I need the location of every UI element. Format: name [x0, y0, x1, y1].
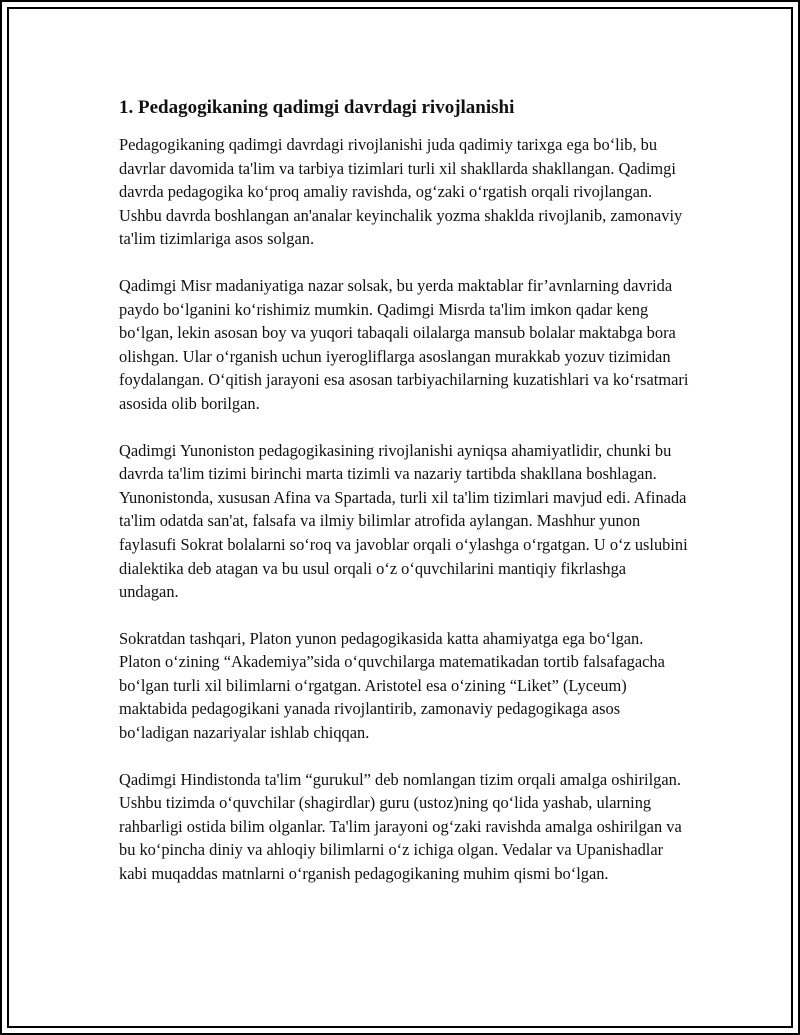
section-heading: 1. Pedagogikaning qadimgi davrdagi rivojlanishi: [119, 97, 515, 118]
paragraph: Qadimgi Yunoniston pedagogikasining rivojlanishi ayniqsa ahamiyatlidir, chunki bu davrda ta'lim tizimi birinchi marta tizimli va nazariy tartibda shakllana boshlagan. Yunonistonda, xususan Afina va Spartada, turli xil ta'lim tizimlari mavjud edi. Afinada ta'lim odatda san'at, falsafa va ilmiy bilimlar atrofida aylangan. Mashhur yunon faylasufi Sokrat bolalarni so‘roq va javoblar orqali o‘ylashga o‘rgatgan. U o‘z uslubini dialektika deb atagan va bu usul orqali o‘z o‘quvchilarini mantiqiy fikrlashga undagan.: [119, 440, 688, 602]
paragraph: Qadimgi Misr madaniyatiga nazar solsak, bu yerda maktablar fir’avnlarning davrida paydo bo‘lganini ko‘rishimiz mumkin. Qadimgi Misrda ta'lim imkon qadar keng bo‘lgan, lekin asosan boy va yuqori tabaqali oilalarga mansub bolalar maktabga bora olishgan. Ular o‘rganish uchun iyerogliflarga asoslangan murakkab yozuv tizimidan foydalangan. O‘qitish jarayoni esa asosan tarbiyachilarning kuzatishlari va ko‘rsatmari asosida olib borilgan.: [119, 275, 689, 413]
document-body: [119, 95, 689, 909]
paragraph: Qadimgi Hindistonda ta'lim “gurukul” deb nomlangan tizim orqali amalga oshirilgan. Ushbu tizimda o‘quvchilar (shagirdlar) guru (ustoz)ning qo‘lida yashab, ularning rahbarligi ostida bilim olganlar. Ta'lim jarayoni og‘zaki ravishda amalga oshirilgan va bu ko‘pincha diniy va ahloqiy bilimlarni o‘z ichiga olgan. Vedalar va Upanishadlar kabi muqaddas matnlarni o‘rganish pedagogikaning muhim qismi bo‘lgan.: [119, 769, 682, 884]
paragraph: Pedagogikaning qadimgi davrdagi rivojlanishi juda qadimiy tarixga ega bo‘lib, bu davrlar davomida ta'lim va tarbiya tizimlari turli xil shakllarda shakllangan. Qadimgi davrda pedagogika ko‘proq amaliy ravishda, og‘zaki o‘rgatish orqali rivojlangan. Ushbu davrda boshlangan an'analar keyinchalik yozma shaklda rivojlanib, zamonaviy ta'lim tizimlariga asos solgan.: [119, 135, 683, 249]
paragraph: Sokratdan tashqari, Platon yunon pedagogikasida katta ahamiyatga ega bo‘lgan. Platon o‘zining “Akademiya”sida o‘quvchilarga matematikadan tortib falsafagacha bo‘lgan turli xil bilimlarni o‘rgatgan. Aristotel esa o‘zining “Liket” (Lyceum) maktabida pedagogikani yanada rivojlantirib, zamonaviy pedagogikaga asos bo‘ladigan nazariyalar ishlab chiqqan.: [119, 628, 665, 743]
